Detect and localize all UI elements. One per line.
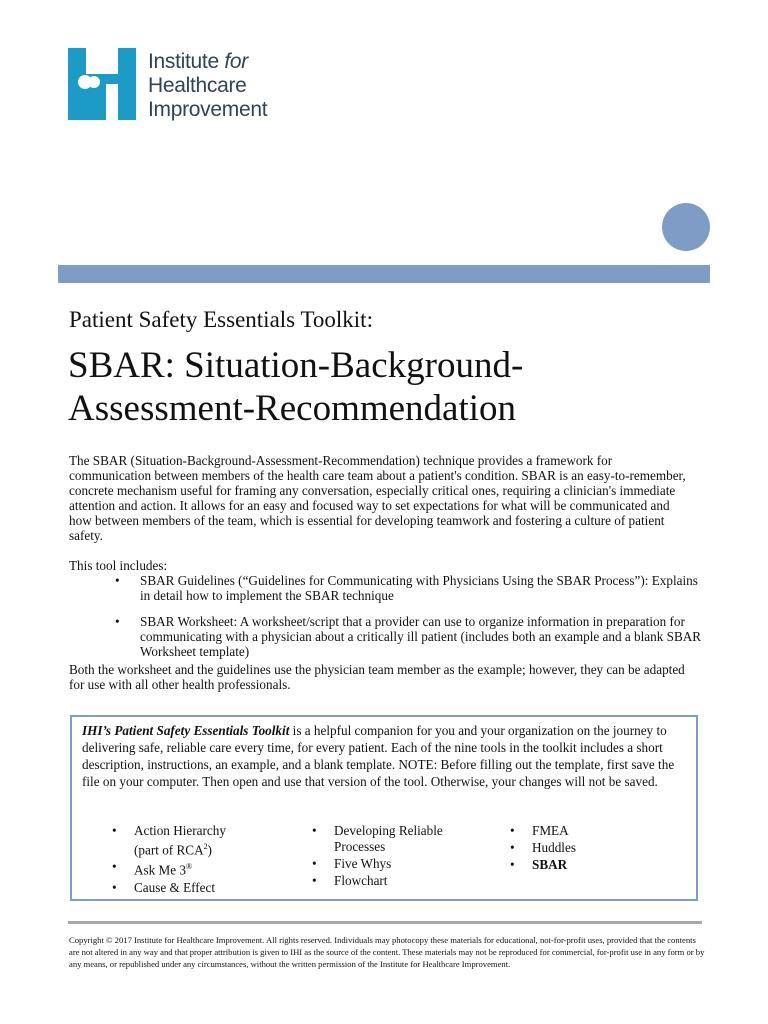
bullet-icon: •: [510, 823, 515, 838]
decorative-circle: [662, 203, 710, 251]
tool-item: [312, 873, 482, 889]
ihi-logo-mark-icon: [68, 48, 136, 120]
header-band: [58, 265, 710, 283]
tool-item: [112, 859, 292, 878]
ihi-logo: [68, 48, 308, 124]
tool-item: [112, 880, 292, 896]
toolkit-subtitle: Patient Safety Essentials Toolkit:: [69, 307, 373, 332]
footer-divider: [68, 921, 702, 924]
bullet-icon: •: [115, 614, 120, 629]
logo-line2: Healthcare: [148, 74, 247, 97]
superscript: 2: [203, 842, 208, 851]
bullet-icon: •: [312, 873, 317, 888]
tools-column-2: [312, 823, 482, 890]
includes-label: This tool includes:: [69, 558, 168, 573]
list-item-text: SBAR Guidelines (“Guidelines for Communicating with Physicians Using the SBAR Process”): Explains in detail how to implement the SBAR technique: [140, 573, 698, 603]
tool-label: Ask Me 3: [134, 862, 187, 878]
closing-paragraph: Both the worksheet and the guidelines use the physician team member as the example; however, they can be adapted for use with all other health professionals.: [69, 662, 685, 692]
logo-wordmark: [148, 50, 267, 122]
toolkit-info-box: [70, 715, 698, 901]
bullet-icon: •: [112, 859, 117, 875]
list-item: [113, 573, 703, 603]
tool-label: Developing Reliable Processes: [334, 823, 443, 854]
tool-item: [112, 823, 292, 858]
toolkit-info-text: [82, 722, 682, 790]
tool-label: Cause & Effect: [134, 879, 216, 895]
registered-mark: ®: [186, 862, 193, 872]
tool-item: [312, 823, 482, 855]
copyright-notice: Copyright © 2017 Institute for Healthcare Improvement. All rights reserved. Individuals may photocopy these materials for educational, not-for-profit uses, provided that the contents are not altered in any way and that proper attribution is given to IHI as the source of the content. These materials may not be reproduced for commercial, for-profit use in any form or by any means, or republished under any circumstances, without the written permission of the Institute for Healthcare Improvement.: [69, 935, 705, 969]
tool-label: FMEA: [532, 823, 569, 838]
bullet-icon: •: [112, 879, 117, 895]
bullet-icon: •: [115, 573, 120, 588]
includes-list: [113, 573, 703, 670]
bullet-icon: •: [312, 856, 317, 871]
bullet-icon: •: [112, 823, 117, 838]
tool-label: Flowchart: [334, 873, 388, 888]
page-title: SBAR: Situation-Background-Assessment-Recommendation: [68, 345, 524, 429]
logo-line1-italic: for: [224, 50, 248, 73]
tool-item: [510, 840, 640, 856]
tool-label: SBAR: [532, 857, 568, 872]
tool-label: Five Whys: [334, 856, 392, 871]
logo-line3: Improvement: [148, 98, 268, 121]
tools-column-1: [112, 823, 292, 897]
intro-paragraph: The SBAR (Situation-Background-Assessment-Recommendation) technique provides a framework for communication between members of the health care team about a patient's condition. SBAR is an easy-to-remember, concrete mechanism useful for framing any conversation, especially critical ones, requiring a clinician's immediate attention and action. It allows for an easy and focused way to set expectations for what will be communicated and how between members of the team, which is essential for developing teamwork and fostering a culture of patient safety.: [69, 453, 686, 543]
logo-line1: Institute: [148, 50, 225, 73]
tool-item: [510, 823, 640, 839]
tool-item-current: [510, 857, 640, 873]
tool-label: Huddles: [532, 840, 576, 855]
bullet-icon: •: [312, 823, 317, 838]
list-item-text: SBAR Worksheet: A worksheet/script that a provider can use to organize information in preparation for communicating with a physician about a critically ill patient (includes both an example and a blank SBAR Worksheet template): [140, 614, 702, 659]
bullet-icon: •: [510, 857, 515, 872]
tools-column-3: [510, 823, 640, 874]
tool-sublabel-end: ): [207, 842, 212, 858]
tool-label: Action Hierarchy: [134, 823, 226, 838]
toolkit-name: IHI’s Patient Safety Essentials Toolkit: [82, 723, 290, 738]
tool-sublabel: (part of RCA: [134, 842, 204, 858]
toolkit-description: is a helpful companion for you and your organization on the journey to delivering safe, reliable care every time, for every patient. Each of the nine tools in the toolkit includes a short description, instructions, an example, and a blank template. NOTE: Before filling out the template, first save the file on your computer. Then open and use that version of the tool. Otherwise, your changes will not be saved.: [82, 723, 675, 789]
bullet-icon: •: [510, 840, 515, 855]
tool-item: [312, 856, 482, 872]
list-item: [113, 614, 703, 659]
